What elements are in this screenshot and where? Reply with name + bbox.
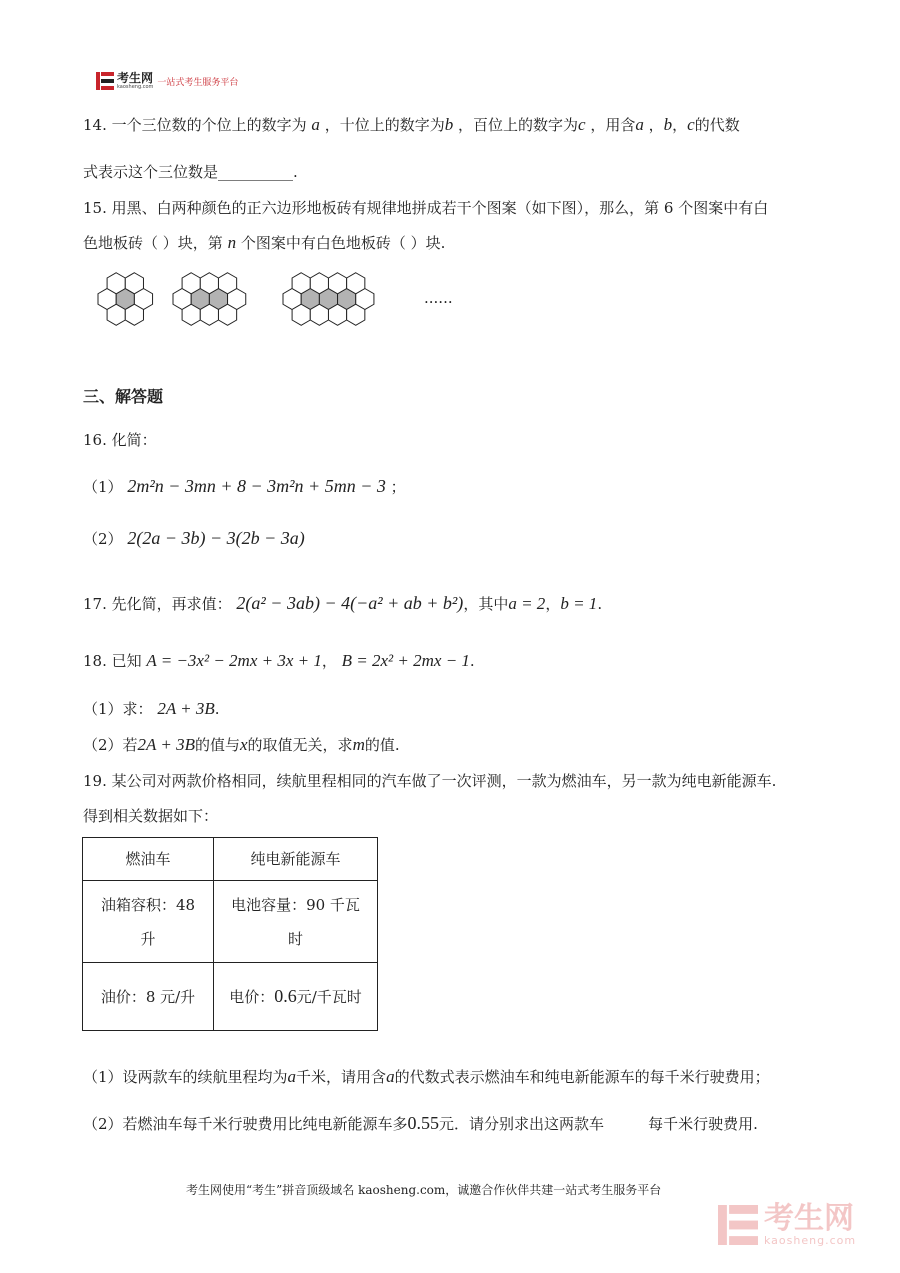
white-hexagon: [200, 304, 218, 325]
q19-var-a2: a: [386, 1067, 395, 1086]
logo-url: kaosheng.com: [117, 84, 154, 90]
q14-line1: [83, 115, 740, 135]
white-hexagon: [182, 273, 200, 294]
q15-text-b: 个图案中有白色地板砖（ ）块.: [240, 234, 446, 252]
watermark-logo: [718, 1203, 856, 1247]
table-header-fuel: 燃油车: [83, 838, 214, 881]
white-hexagon: [328, 273, 346, 294]
comparison-table: [82, 837, 378, 1031]
q18-end: .: [469, 652, 475, 670]
q17-val-b: b = 1: [560, 594, 598, 613]
white-hexagon: [347, 273, 365, 294]
q17-stem: 17. 先化简，再求值：: [83, 595, 232, 613]
q18-stem: 18. 已知: [83, 652, 142, 670]
white-hexagon: [328, 304, 346, 325]
q14-var-a2: a: [635, 115, 644, 134]
table-row: [83, 838, 378, 881]
table-row: [83, 963, 378, 1031]
q17-expr: 2(a² − 3ab) − 4(−a² + ab + b²): [236, 593, 464, 613]
q18-part2: [83, 735, 400, 755]
white-hexagon: [347, 304, 365, 325]
white-hexagon: [218, 273, 236, 294]
q18-p2-end: 的值.: [364, 736, 400, 754]
table-header-ev: 纯电新能源车: [214, 838, 378, 881]
q16-p2-expr: 2(2a − 3b) − 3(2b − 3a): [127, 528, 305, 548]
q17-sep: ，: [545, 595, 561, 613]
q16-p1-end: ；: [390, 478, 406, 496]
q18-part1: [83, 699, 220, 719]
table-cell-ev-capacity: [214, 881, 378, 963]
q14-var-c2: c: [687, 115, 695, 134]
ev-price-unit: 元/千瓦时: [296, 988, 362, 1006]
q19-var-a: a: [287, 1067, 297, 1086]
q19-p2-a: （2）若燃油车每千米行驶费用比纯电新能源车多: [83, 1115, 408, 1133]
table-cell-ev-price: [214, 963, 378, 1031]
q16-p1-expr: 2m²n − 3mn + 8 − 3m²n + 5mn − 3: [127, 476, 386, 496]
ev-price-number: 0.6: [274, 986, 297, 1006]
q18-p2-mid2: 的取值无关，求: [247, 736, 353, 754]
q19-p2-b: 元．请分别求出这两款车: [439, 1115, 605, 1133]
white-hexagon: [125, 273, 143, 294]
q15-line2: [83, 233, 445, 253]
logo-name: 考生网: [117, 71, 154, 85]
q14-var-c: c: [578, 115, 586, 134]
q14-text-d: ，用含: [590, 116, 636, 134]
watermark-url: kaosheng.com: [764, 1234, 857, 1247]
q14-text-e: ，: [648, 116, 664, 134]
q14-var-b2: b: [663, 115, 673, 134]
q14-text-a: 14. 一个三位数的个位上的数字为: [83, 116, 307, 134]
fuel-capacity-line2: 升: [140, 929, 156, 948]
q15-text-a: 色地板砖（ ）块，第: [83, 234, 223, 252]
q14-text-g: 的代数: [694, 116, 740, 134]
q19-line1: 19. 某公司对两款价格相同，续航里程相同的汽车做了一次评测，一款为燃油车，另一款为纯电新能源车.: [83, 772, 777, 790]
white-hexagon: [200, 273, 218, 294]
q18-p1-label: （1）求：: [83, 700, 153, 718]
q14-text-f: ，: [672, 116, 688, 134]
q19-p2-c: 每千米行驶费用.: [648, 1115, 758, 1133]
q17-end: .: [597, 595, 603, 613]
q18-sep: ，: [321, 652, 337, 670]
q14-var-a: a: [311, 115, 320, 134]
q18-var-m: m: [352, 735, 365, 754]
q16-stem: 16. 化简：: [83, 431, 157, 449]
logo-slogan: 一站式考生服务平台: [157, 77, 239, 88]
q18-p1-end: .: [214, 700, 220, 718]
ev-capacity-line1: 电池容量：90 千瓦: [231, 895, 360, 914]
section-title: 三、解答题: [83, 387, 164, 406]
white-hexagon: [107, 273, 125, 294]
q17-cond: ，其中: [463, 595, 509, 613]
q16-part2: [83, 528, 305, 549]
q17-line: [83, 593, 602, 614]
q17-val-a: a = 2: [508, 594, 546, 613]
white-hexagon: [218, 304, 236, 325]
footer-text: 考生网使用“考生”拼音顶级域名 kaosheng.com，诚邀合作伙伴共建一站式考生服务平台: [186, 1183, 662, 1197]
ev-price-label: 电价：: [229, 988, 275, 1006]
q15-line1: 15. 用黑、白两种颜色的正六边形地板砖有规律地拼成若干个图案（如下图），那么，第 6 个图案中有白: [83, 199, 769, 217]
table-cell-fuel-capacity: [83, 881, 214, 963]
watermark-mark-icon: [718, 1205, 758, 1245]
q14-line2: 式表示这个三位数是__________.: [83, 163, 298, 181]
white-hexagon: [292, 273, 310, 294]
q19-part2: [83, 1113, 758, 1134]
table-cell-fuel-price: 油价：8 元/升: [83, 963, 214, 1031]
hexagon-patterns: [90, 262, 430, 336]
white-hexagon: [310, 304, 328, 325]
q18-p1-expr: 2A + 3B: [157, 699, 215, 718]
white-hexagon: [107, 304, 125, 325]
q18-p2-label: （2）若: [83, 736, 138, 754]
q19-part1: [83, 1067, 770, 1087]
q19-p2-number: 0.55: [407, 1113, 440, 1133]
q16-p2-label: （2）: [83, 530, 123, 548]
logo-mark-icon: [96, 72, 114, 90]
q19-line2: 得到相关数据如下：: [83, 807, 219, 825]
q19-p1-c: 的代数式表示燃油车和纯电新能源车的每千米行驶费用；: [394, 1068, 770, 1086]
header-logo: [96, 72, 238, 90]
q14-text-c: ，百位上的数字为: [457, 116, 578, 134]
white-hexagon: [125, 304, 143, 325]
white-hexagon: [182, 304, 200, 325]
hexagon-ellipsis: ......: [424, 289, 453, 307]
q18-p2-expr: 2A + 3B: [137, 735, 195, 754]
q18-p2-mid: 的值与: [194, 736, 240, 754]
white-hexagon: [310, 273, 328, 294]
fuel-capacity-line1: 油箱容积：48: [100, 895, 196, 914]
q19-p1-a: （1）设两款车的续航里程均为: [83, 1068, 288, 1086]
q18-expr-a: A = −3x² − 2mx + 3x + 1: [146, 651, 322, 670]
q16-part1: [83, 476, 406, 497]
q15-var-n: n: [227, 233, 237, 252]
q19-p1-b: 千米，请用含: [296, 1068, 387, 1086]
q18-stem-line: [83, 651, 475, 671]
ev-capacity-line2: 时: [287, 929, 303, 948]
q18-var-x: x: [240, 735, 248, 754]
q18-expr-b: B = 2x² + 2mx − 1: [341, 651, 470, 670]
white-hexagon: [292, 304, 310, 325]
q16-p1-label: （1）: [83, 478, 123, 496]
q14-var-b: b: [444, 115, 454, 134]
watermark-name: 考生网: [764, 1201, 854, 1236]
table-row: [83, 881, 378, 963]
q14-text-b: ，十位上的数字为: [324, 116, 445, 134]
